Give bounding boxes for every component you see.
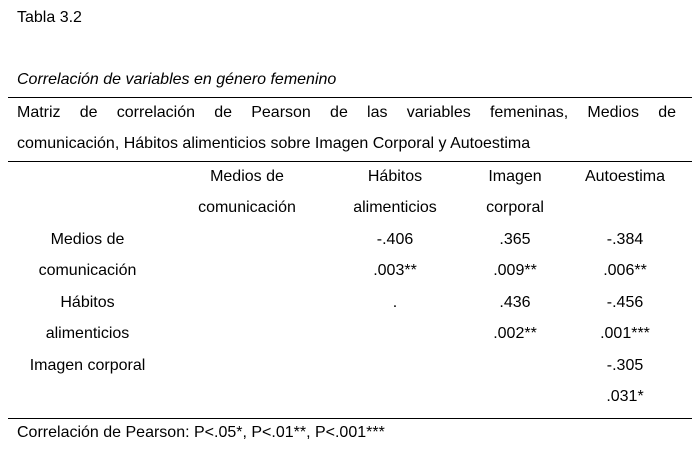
significance-value: .031* [606, 388, 644, 405]
row-label: Imagen corporal [29, 357, 146, 374]
column-header-line: Imagen [488, 168, 542, 185]
table-label: Tabla 3.2 [17, 9, 82, 26]
correlation-value: -.406 [376, 231, 414, 248]
correlation-value: -.305 [606, 357, 644, 374]
row-label: Hábitos [60, 294, 115, 311]
top-rule [8, 97, 692, 98]
column-header-line: comunicación [198, 199, 296, 216]
row-label: Medios de [50, 231, 125, 248]
correlation-value: -.384 [606, 231, 644, 248]
significance-value: .006** [603, 262, 647, 279]
table-footnote: Correlación de Pearson: P<.05*, P<.01**, P<.001*** [17, 424, 385, 441]
description-line-2: comunicación, Hábitos alimenticios sobre Imagen Corporal y Autoestima [17, 135, 531, 152]
column-header-line: corporal [486, 199, 544, 216]
description-line-1: Matriz de correlación de Pearson de las variables femeninas, Medios de [17, 104, 676, 121]
column-header-line: Medios de [210, 168, 284, 185]
significance-value: .009** [493, 262, 537, 279]
correlation-value: . [392, 294, 398, 311]
header-rule [8, 161, 692, 162]
row-label: alimenticios [45, 325, 130, 342]
significance-value: .002** [493, 325, 537, 342]
column-header-line: alimenticios [353, 199, 437, 216]
correlation-value: .365 [499, 231, 531, 248]
significance-value: .003** [373, 262, 417, 279]
correlation-value: .436 [499, 294, 531, 311]
column-header-line: Autoestima [584, 168, 666, 185]
bottom-rule [8, 418, 692, 419]
table-caption: Correlación de variables en género femenino [17, 71, 337, 88]
correlation-value: -.456 [606, 294, 644, 311]
column-header-line: Hábitos [367, 168, 423, 185]
significance-value: .001*** [600, 325, 650, 342]
row-label: comunicación [38, 262, 137, 279]
